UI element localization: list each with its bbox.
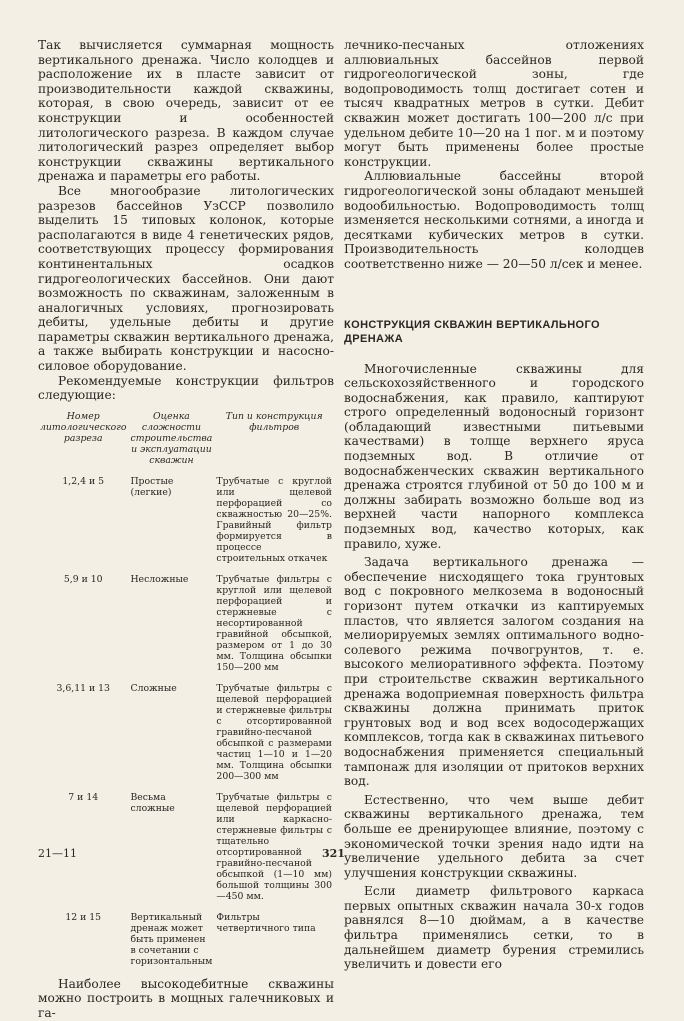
header-cell: Тип и конструкция фильтров bbox=[225, 410, 323, 433]
section-heading: КОНСТРУКЦИЯ СКВАЖИН ВЕРТИКАЛЬНОГО ДРЕНАЖА bbox=[344, 318, 600, 345]
table-cell: Трубчатые с круглой или щелевой перфорацией со скважностью 20—25%. Гравийный фильтр формируется в процессе строительных откачек bbox=[216, 475, 332, 564]
table-cell: 7 и 14 bbox=[68, 791, 99, 803]
header-cell: Оценка сложности строительства и эксплуатации скважин bbox=[130, 410, 213, 466]
table-row bbox=[38, 476, 334, 574]
table-row bbox=[38, 683, 334, 792]
printer-signature: 21—11 bbox=[38, 847, 77, 860]
table-cell: 12 и 15 bbox=[65, 911, 102, 923]
paragraph: Многочисленные скважины для сельскохозяйственного и городского водоснабжения, как правило, каптируют строго определенный водоносный горизонт (обладающий известными питьевыми качествами) в толще верхнего яруса подземных вод. В отличие от водоснабженческих скважин вертикального дренажа строятся глубиной от 50 до 100 м и должны забирать возможно больше вод из верхней части напорного комплекса подземных вод, качество которых, как правило, хуже. bbox=[344, 361, 644, 551]
page-number: 321 bbox=[322, 847, 345, 860]
table-header-row bbox=[38, 411, 334, 476]
paragraph: Естественно, что чем выше дебит скважины вертикального дренажа, тем больше ее дренирующее влияние, поэтому с экономической точки зрения надо идти на увеличение удельного дебита за счет улучшения конструкции скважины. bbox=[344, 792, 644, 880]
table-cell: Фильтры четвертичного типа bbox=[216, 911, 316, 934]
paragraph: Аллювиальные бассейны второй гидрогеологической зоны обладают меньшей водообильностью. Водопроводимость толщ изменяется несколькими сотнями, а иногда и десятками кубических метров в сутки. Производительность колодцев соответственно ниже — 20—50 л/сек и менее. bbox=[344, 169, 644, 271]
left-column bbox=[38, 38, 334, 1021]
table-cell: Трубчатые фильтры с круглой или щелевой перфорацией и стержневые с несортированной гравийной обсыпкой, размером от 1 до 30 мм. Толщина обсыпки 150—200 мм bbox=[216, 573, 332, 673]
table-row bbox=[38, 574, 334, 683]
paragraph: Задача вертикального дренажа — обеспечение нисходящего тока грунтовых вод с покровного мелкозема в водоносный горизонт путем откачки из каптируемых пластов, что является залогом создания на мелиорируемых землях оптимального водно-солевого режима почвогрунтов, т. е. высокого мелиоративного эффекта. Поэтому при строительстве скважин вертикального дренажа водоприемная поверхность фильтра скважины должна принимать приток грунтовых вод и вод всех водосодержащих комплексов, тогда как в скважинах питьевого водоснабжения применяется специальный тампонаж для изоляции от притоков верхних вод. bbox=[344, 555, 644, 789]
paragraph: Если диаметр фильтрового каркаса первых опытных скважин начала 30-х годов равнялся 8—10 дюймам, а в качестве фильтра применялись сетки, то в дальнейшем диаметр бурения стремились увеличить и довести его bbox=[344, 884, 644, 972]
paragraph: Все многообразие литологических разрезов бассейнов УзССР позволило выделить 15 типовых колонок, которые располагаются в виде 4 генетических рядов, соответствующих процессу формирования континентальных осадков гидрогеологических бассейнов. Они дают возможность по скважинам, заложенным в аналогичных условиях, прогнозировать дебиты, удельные дебиты и другие параметры скважин вертикального дренажа, а также выбирать конструкции и насосно-силовое оборудование. bbox=[38, 183, 334, 374]
table-row bbox=[38, 792, 334, 912]
table-cell: Трубчатые фильтры с щелевой перфорацией и стержневые фильтры с отсортированной гравийно-песчаной обсыпкой с размерами частиц 1—10 и 1—20 мм. Толщина обсыпки 200—300 мм bbox=[216, 682, 332, 782]
table-cell: Трубчатые фильтры с щелевой перфорацией или каркасно-стержневые фильтры с тщательно отсортированной гравийно-песчаной обсыпкой (1—10 мм) большой толщины 300—450 мм. bbox=[216, 791, 332, 902]
right-column bbox=[344, 38, 644, 972]
table-cell: 3,6,11 и 13 bbox=[56, 682, 110, 694]
paragraph: лечнико-песчаных отложениях аллювиальных бассейнов первой гидрогеологической зоны, где водопроводимость толщ достигает сотен и тысяч квадратных метров в сутки. Дебит скважин может достигать 100—200 л/с при удельном дебите 10—20 на 1 пог. м и поэтому могут быть применены более простые конструкции. bbox=[344, 38, 644, 169]
paragraph: Так вычисляется суммарная мощность вертикального дренажа. Число колодцев и расположение их в пласте зависит от производительности каждой скважины, которая, в свою очередь, зависит от ее конструкции и особенностей литологического разреза. В каждом случае литологический разрез определяет выбор конструкции скважины вертикального дренажа и параметры его работы. bbox=[38, 38, 334, 184]
filter-table bbox=[38, 411, 334, 977]
table-cell: Несложные bbox=[130, 573, 189, 585]
table-row bbox=[38, 912, 334, 977]
paragraph: Наиболее высокодебитные скважины можно построить в мощных галечниковых и га- bbox=[38, 976, 334, 1021]
table-cell: Простые (легкие) bbox=[130, 475, 174, 498]
paragraph: Рекомендуемые конструкции фильтров следующие: bbox=[38, 373, 334, 403]
table-cell: 5,9 и 10 bbox=[63, 573, 103, 585]
table-cell: 1,2,4 и 5 bbox=[62, 475, 105, 487]
header-cell: Номер литологического разреза bbox=[40, 410, 127, 444]
table-cell: Весьма сложные bbox=[130, 791, 175, 814]
table-cell: Сложные bbox=[130, 682, 177, 694]
table-cell: Вертикальный дренаж может быть применен в сочетании с горизонтальным bbox=[130, 911, 213, 967]
